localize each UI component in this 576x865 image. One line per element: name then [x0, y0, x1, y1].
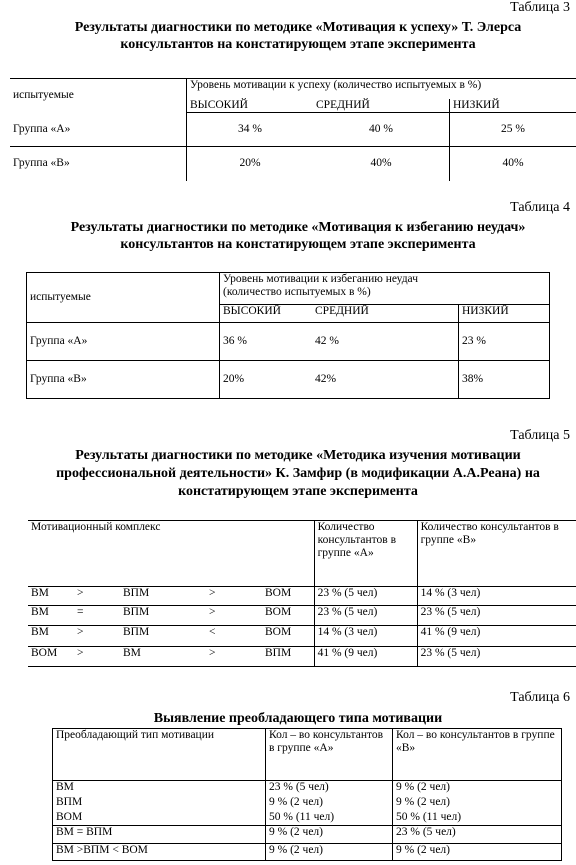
table5-cell: 41 % (9 чел): [314, 647, 417, 667]
table3-cell: 25 %: [450, 113, 576, 147]
table5-title-line2: профессиональной деятельности» К. Замфир (в модификации А.А.Реана) на: [56, 466, 540, 481]
table4-header-subjects: испытуемые: [27, 273, 220, 323]
table3-header-level: Уровень мотивации к успеху (количество испытуемых в %): [187, 79, 576, 99]
table5-cell: ВОМ: [262, 606, 314, 626]
table5-cell: 23 % (5 чел): [417, 606, 576, 626]
table4-group-a: Группа «А»: [27, 323, 220, 361]
table5-cell: <: [206, 626, 262, 647]
table6-cell: ВОМ: [53, 811, 266, 826]
table5-header-group-b: Количество консультантов в группе «В»: [417, 521, 576, 587]
table4-header-medium: СРЕДНИЙ: [312, 305, 459, 323]
table3-header-low: НИЗКИЙ: [450, 99, 576, 113]
table6-cell: 9 % (2 чел): [266, 844, 393, 861]
table6-header-group-b: Кол – во консультантов в группе «В»: [393, 729, 562, 781]
table5-cell: 23 % (5 чел): [314, 587, 417, 606]
table3-header-high: ВЫСОКИЙ: [187, 99, 314, 113]
table6-cell: ВМ = ВПМ: [53, 826, 266, 844]
table3-group-a: Группа «А»: [13, 122, 71, 135]
table6-cell: 9 % (2 чел): [393, 781, 562, 796]
table5-cell: =: [74, 606, 120, 626]
table-row: [27, 323, 550, 361]
table3-cell: 40%: [450, 147, 576, 181]
table5-cell: >: [206, 587, 262, 606]
table6-cell: 50 % (11 чел): [266, 811, 393, 826]
table3-title-line1: Результаты диагностики по методике «Мотивация к успеху» Т. Элерса: [74, 20, 522, 35]
table4-cell: 36 %: [220, 323, 313, 361]
table5-cell: ВМ: [28, 606, 74, 626]
table4-header-low: НИЗКИЙ: [459, 305, 550, 323]
table-row: [28, 626, 576, 647]
table5-title-line3: констатирующем этапе эксперимента: [178, 484, 418, 499]
table6-cell: ВПМ: [53, 796, 266, 811]
table5-cell: ВОМ: [262, 587, 314, 606]
table6-cell: 9 % (2 чел): [266, 826, 393, 844]
table5-cell: 23 % (5 чел): [417, 647, 576, 667]
table5-cell: 14 % (3 чел): [417, 587, 576, 606]
table6-cell: 9 % (2 чел): [266, 796, 393, 811]
table5-cell: >: [206, 606, 262, 626]
table6-cell: 9 % (2 чел): [393, 844, 562, 861]
table5-cell: ВПМ: [120, 587, 206, 606]
table4-header-level-line1: Уровень мотивации к избеганию неудач: [223, 273, 418, 285]
table-row: [53, 826, 562, 844]
table6-cell: 23 % (5 чел): [393, 826, 562, 844]
table3-cell: 20%: [187, 147, 314, 181]
table5-cell: >: [74, 647, 120, 667]
table3-header-medium: СРЕДНИЙ: [313, 99, 450, 113]
table-row: [28, 647, 576, 667]
table5-cell: ВМ: [28, 626, 74, 647]
table6-cell: ВМ: [53, 781, 266, 796]
table3-cell: 40 %: [369, 123, 393, 135]
table4-group-b: Группа «В»: [27, 361, 220, 399]
table3: [10, 78, 576, 181]
table5-cell: ВПМ: [120, 626, 206, 647]
table4-cell: 38%: [459, 361, 550, 399]
table-row: [53, 811, 562, 826]
table5-cell: ВПМ: [262, 647, 314, 667]
table-row: [53, 796, 562, 811]
table4-header-level: [220, 273, 550, 305]
table4-title-line1: Результаты диагностики по методике «Мотивация к избеганию неудач»: [70, 220, 526, 235]
table6: [52, 728, 562, 861]
table6-title: Выявление преобладающего типа мотивации: [153, 711, 443, 726]
table3-title-line2: консультантов на констатирующем этапе эксперимента: [120, 37, 476, 52]
table-row: [53, 844, 562, 861]
table5-cell: 14 % (3 чел): [314, 626, 417, 647]
table-row: [10, 147, 576, 181]
table3-cell: 34 %: [187, 113, 314, 147]
table6-header-group-a: Кол – во консультантов в группе «А»: [266, 729, 393, 781]
table5-cell: ВОМ: [28, 647, 74, 667]
table5: [28, 520, 576, 667]
table4-cell: 20%: [220, 361, 313, 399]
table3-cell: 40%: [313, 147, 450, 181]
table5-cell: ВПМ: [120, 606, 206, 626]
table-row: [10, 113, 576, 147]
table6-label: Таблица 6: [510, 690, 570, 705]
table3-label: Таблица 3: [510, 0, 570, 15]
table5-cell: ВМ: [28, 587, 74, 606]
table-row: [27, 361, 550, 399]
table5-cell: ВОМ: [262, 626, 314, 647]
table6-cell: 9 % (2 чел): [393, 796, 562, 811]
table4-header-level-line2: (количество испытуемых в %): [223, 286, 371, 298]
table-row: [28, 606, 576, 626]
table6-header-type: Преобладающий тип мотивации: [53, 729, 266, 781]
table-row: [53, 781, 562, 796]
table5-cell: >: [74, 626, 120, 647]
table4-cell: 42%: [312, 361, 459, 399]
table5-cell: >: [206, 647, 262, 667]
table5-label: Таблица 5: [510, 428, 570, 443]
table4-cell: 42 %: [312, 323, 459, 361]
table5-cell: >: [74, 587, 120, 606]
table3-group-b: Группа «В»: [10, 147, 187, 181]
table4-label: Таблица 4: [510, 200, 570, 215]
table5-cell: 41 % (9 чел): [417, 626, 576, 647]
table-row: [28, 587, 576, 606]
table6-cell: ВМ >ВПМ < ВОМ: [53, 844, 266, 861]
table6-cell: 50 % (11 чел): [393, 811, 562, 826]
table5-header-complex: Мотивационный комплекс: [28, 521, 314, 587]
table3-header-subjects: испытуемые: [10, 79, 187, 113]
table4-header-high: ВЫСОКИЙ: [220, 305, 313, 323]
table5-cell: 23 % (5 чел): [314, 606, 417, 626]
table5-cell: ВМ: [120, 647, 206, 667]
table6-cell: 23 % (5 чел): [266, 781, 393, 796]
table4: [26, 272, 550, 399]
table5-header-group-a: Количество консультантов в группе «А»: [314, 521, 417, 587]
table4-title-line2: консультантов на констатирующем этапе эксперимента: [120, 237, 476, 252]
table4-cell: 23 %: [459, 323, 550, 361]
table5-title-line1: Результаты диагностики по методике «Методика изучения мотивации: [75, 448, 521, 463]
